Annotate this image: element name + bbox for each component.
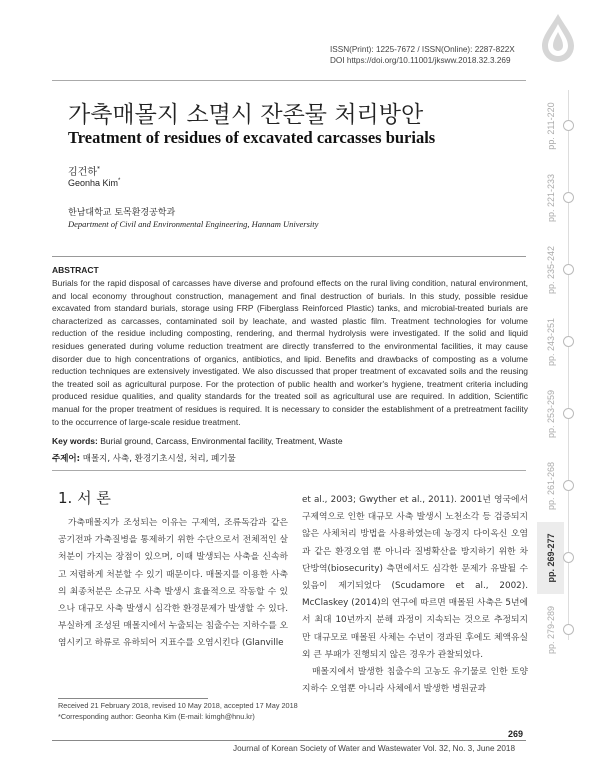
page-range-tab[interactable] bbox=[537, 594, 564, 666]
bottom-divider bbox=[52, 740, 526, 741]
page-range-label: pp. 269-277 bbox=[545, 533, 556, 583]
page-range-label: pp. 235-242 bbox=[545, 245, 556, 295]
page-range-label: pp. 243-251 bbox=[545, 317, 556, 367]
tab-dot-icon bbox=[563, 264, 574, 275]
issn-line: ISSN(Print): 1225-7672 / ISSN(Online): 2287-822X bbox=[330, 45, 515, 54]
page-range-label: pp. 279-289 bbox=[545, 605, 556, 655]
author-mark: * bbox=[96, 165, 100, 173]
author-name-ko-text: 김건하 bbox=[68, 167, 97, 178]
keywords-text-ko: 매몰지, 사축, 환경기초시설, 처리, 폐기물 bbox=[82, 454, 236, 464]
journal-logo-icon bbox=[528, 10, 588, 70]
section-title: 1. 서 론 bbox=[58, 489, 111, 507]
page-range-label: pp. 253-259 bbox=[545, 389, 556, 439]
tab-dot-icon bbox=[563, 552, 574, 563]
author-mark-en: * bbox=[118, 178, 121, 184]
doi-line: DOI https://doi.org/10.11001/jksww.2018.32.3.269 bbox=[330, 56, 511, 65]
corresponding-author: *Corresponding author: Geonha Kim (E-mail: kimgh@hnu.kr) bbox=[58, 712, 255, 721]
body-column-right bbox=[302, 492, 528, 698]
page-range-tab[interactable] bbox=[537, 90, 564, 162]
tab-dot-icon bbox=[563, 408, 574, 419]
body-paragraph: 매몰지에서 발생한 침출수의 고농도 유기물로 인한 토양 지하수 오염뿐 아니라 사체에서 발생한 병원균과 bbox=[302, 667, 528, 695]
top-divider bbox=[52, 80, 526, 81]
tab-dot-icon bbox=[563, 192, 574, 203]
keywords-en bbox=[52, 436, 343, 446]
tab-dot-icon bbox=[563, 480, 574, 491]
tab-dot-icon bbox=[563, 336, 574, 347]
title-english: Treatment of residues of excavated carcasses burials bbox=[68, 128, 436, 147]
page-range-tab[interactable] bbox=[537, 450, 564, 522]
author-name-en bbox=[68, 178, 120, 188]
keywords-label-ko: 주제어: bbox=[52, 454, 81, 464]
author-name-ko bbox=[68, 163, 100, 178]
title-korean: 가축매몰지 소멸시 잔존물 처리방안 bbox=[68, 102, 424, 128]
keywords-divider bbox=[52, 470, 526, 471]
footnote-divider bbox=[58, 698, 208, 699]
abstract-divider bbox=[52, 256, 526, 257]
issn-info bbox=[330, 44, 515, 66]
body-paragraph: 가축매몰지가 조성되는 이유는 구제역, 조류독감과 같은 공기전파 가축질병을 통제하기 위한 수단으로서 전체적인 살처분이 가지는 장점이 있으며, 이때 발생되는 사축을 신속하고 저렴하게 처분할 수 있기 때문이다. 매몰지를 이용한 사축의 최종처분은 소규모 사축 발생시 효율적으로 작동할 수 있으나 대규모 사축 발생시 심각한 환경문제가 발생할 수 있다. 부실하게 조성된 매몰지에서 누출되는 침출수는 지하수를 오염시키고 하류로 유하되어 지표수를 오염시킨다 (Glanville bbox=[58, 518, 288, 649]
page-range-tab[interactable] bbox=[537, 306, 564, 378]
page-range-tab[interactable] bbox=[537, 378, 564, 450]
journal-citation: Journal of Korean Society of Water and Wastewater Vol. 32, No. 3, June 2018 bbox=[233, 744, 516, 753]
page-range-tab[interactable] bbox=[537, 234, 564, 306]
page-range-label: pp. 261-268 bbox=[545, 461, 556, 511]
tab-dot-icon bbox=[563, 120, 574, 131]
author-name-en-text: Geonha Kim bbox=[68, 178, 119, 188]
abstract-text: Burials for the rapid disposal of carcasses have diverse and profound effects on the rural living condition, natural environment, and local economy throughout construction, management and final destruction of burials. In this study, possible residue excavated from standard burials, storage using FRP (Fiberglass Reinforced Plastic) tanks, and microbial-treated burials are characterized as carcasses, contaminated soil by leachate, and wasted plastic film. Treatment technologies for volume reduction of the residue including composting, rendering, and thermal hydrolysis were investigated. If the solid and liquid residues generated during volume reduction treatment are directly transferred to the environmental facilities, it may cause disorder due to high concentrations of organics, antibiotics, and lipid. Benefits and drawbacks of composting as a volume reduction techniques are extensively investigated. We also discussed that proper treatment of excavated soils and the reusing the treated soil as agricultural purpose. For the protection of public health and worker's hygiene, treatment criteria including produced residue qualities, and quality standards for the treated soil as agricultural use are required. In addition, Scientific manual for the proper treatment of residues is required. It is necessary to consider the establishment of a pretreatment facility to the occurrence of large-scale residue treatment. bbox=[52, 278, 528, 427]
page-range-label: pp. 211-220 bbox=[545, 102, 556, 150]
keywords-label: Key words: bbox=[52, 436, 98, 446]
affiliation-ko: 한남대학교 토목환경공학과 bbox=[68, 208, 176, 218]
abstract-heading: ABSTRACT bbox=[52, 265, 99, 275]
page-range-tab[interactable] bbox=[537, 522, 564, 594]
tab-dot-icon bbox=[563, 624, 574, 635]
page-range-label: pp. 221-233 bbox=[545, 173, 556, 223]
keywords-text: Burial ground, Carcass, Environmental facility, Treatment, Waste bbox=[100, 436, 343, 446]
keywords-ko bbox=[52, 452, 236, 464]
received-date: Received 21 February 2018, revised 10 May 2018, accepted 17 May 2018 bbox=[58, 701, 298, 710]
page-range-tab[interactable] bbox=[537, 162, 564, 234]
page-number: 269 bbox=[508, 729, 524, 739]
affiliation-en: Department of Civil and Environmental Engineering, Hannam University bbox=[68, 219, 319, 229]
body-column-left bbox=[58, 515, 288, 653]
page-range-sidebar bbox=[537, 90, 564, 655]
body-paragraph: et al., 2003; Gwyther et al., 2011). 2001년 영국에서 구제역으로 인한 대규모 사축 발생시 노천소각 등 검증되지 않은 사체처리 방법을 사용하였는데 농경지 다이옥신 오염과 같은 환경오염 뿐 아니라 질병확산을 방지하기 위한 차단방역(biosecurity) 측면에서도 심각한 문제가 유발될 수 있음이 제기되었다 (Scudamore et al., 2002). McClaskey (2014)의 연구에 따르면 매몰된 사축은 5년에서 최대 10년까지 분해 과정이 지속되는 것으로 추정되지만 대규모로 매몰된 사체는 수년이 경과된 후에도 체액유실 외 큰 부패가 진행되지 않은 경우가 관찰되었다. bbox=[302, 495, 528, 660]
